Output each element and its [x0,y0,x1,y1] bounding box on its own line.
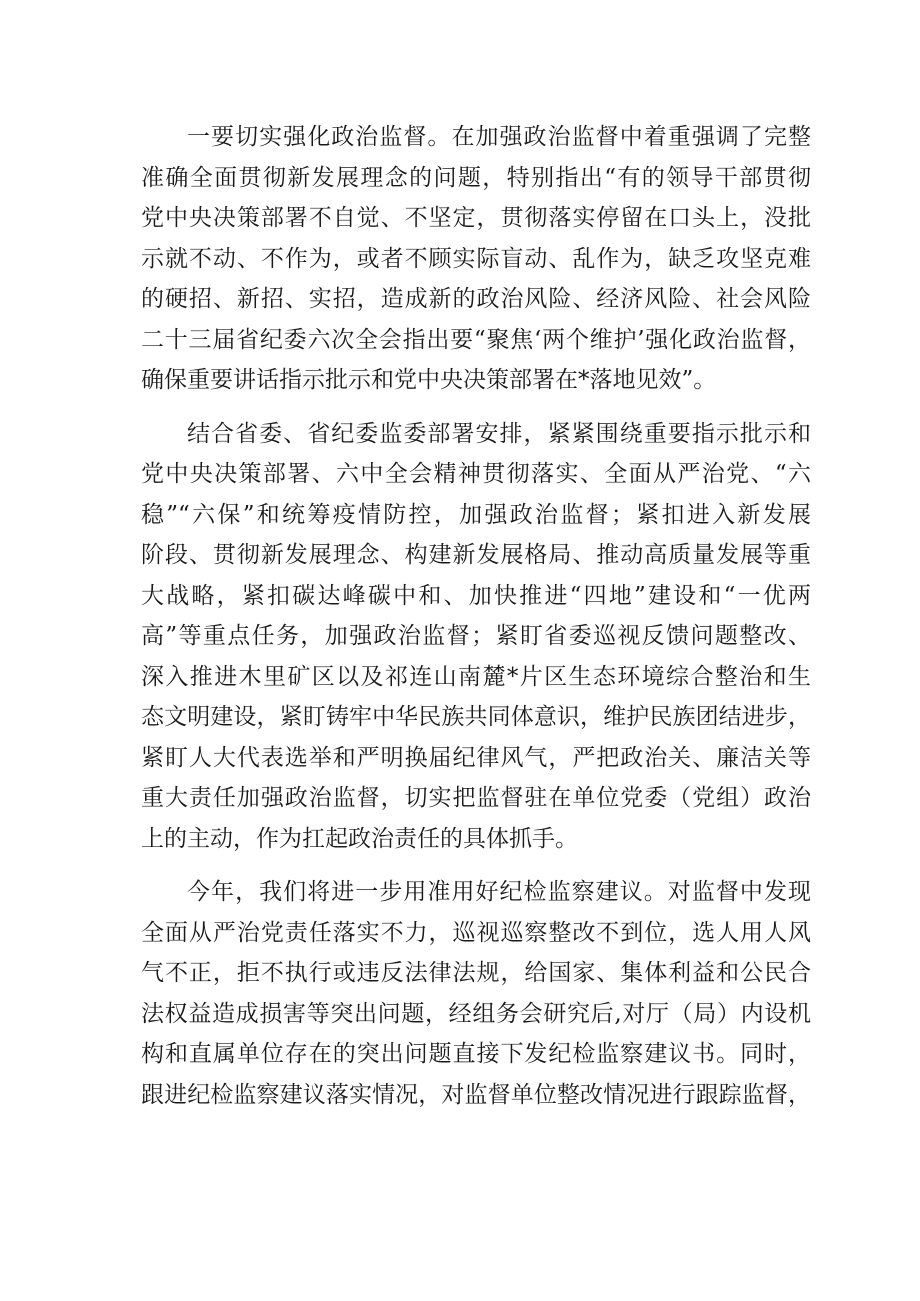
paragraph-line: 党中央决策部署、六中全会精神贯彻落实、全面从严治党、“六 [141,461,811,487]
document-body [141,117,811,1115]
paragraph-line: 法权益造成损害等突出问题，经组务会研究后,对厅（局）内设机 [141,1000,811,1027]
paragraph-line: 气不正，拒不执行或违反法律法规，给国家、集体利益和公民合 [141,960,811,986]
paragraph-line: 高”等重点任务，加强政治监督；紧盯省委巡视反馈问题整改、 [141,623,811,649]
paragraph-spacer [141,401,811,414]
paragraph-line: 稳”“六保”和统筹疫情防控，加强政治监督；紧扣进入新发展 [141,501,811,528]
paragraph-line: 跟进纪检监察建议落实情况，对监督单位整改情况进行跟踪监督， [141,1081,811,1108]
paragraph-line: 重大责任加强政治监督，切实把监督驻在单位党委（党组）政治 [141,785,811,811]
paragraph-line: 示就不动、不作为，或者不顾实际盲动、乱作为，缺乏攻坚克难 [141,245,811,272]
paragraph-line: 全面从严治党责任落实不力，巡视巡察整改不到位，选人用人风 [141,919,811,946]
paragraph-line: 结合省委、省纪委监委部署安排，紧紧围绕重要指示批示和 [187,420,811,447]
paragraph-line: 上的主动，作为扛起政治责任的具体抓手。 [141,825,578,852]
paragraph-line: 紧盯人大代表选举和严明换届纪律风气，严把政治关、廉洁关等 [141,744,811,771]
paragraph-line: 一要切实强化政治监督。在加强政治监督中着重强调了完整 [187,124,811,150]
paragraph-line: 态文明建设，紧盯铸牢中华民族共同体意识，维护民族团结进步， [141,704,811,730]
paragraph-line: 今年，我们将进一步用准用好纪检监察建议。对监督中发现 [187,879,811,905]
paragraph-political-supervision [141,117,811,401]
paragraph-line: 二十三届省纪委六次全会指出要“聚焦‘两个维护’强化政治监督， [141,326,811,353]
paragraph-line: 构和直属单位存在的突出问题直接下发纪检监察建议书。同时， [141,1041,811,1067]
paragraph-inspection-suggestions [141,872,811,1115]
paragraph-spacer [141,859,811,872]
paragraph-line: 的硬招、新招、实招，造成新的政治风险、经济风险、社会风险 [141,286,811,312]
paragraph-line: 阶段、贯彻新发展理念、构建新发展格局、推动高质量发展等重 [141,542,811,568]
paragraph-line: 准确全面贯彻新发展理念的问题，特别指出“有的领导干部贯彻 [141,164,811,191]
paragraph-line: 大战略，紧扣碳达峰碳中和、加快推进“四地”建设和“一优两 [141,582,811,609]
paragraph-line: 确保重要讲话指示批示和党中央决策部署在*落地见效”。 [141,367,717,393]
paragraph-line: 深入推进木里矿区以及祁连山南麓*片区生态环境综合整治和生 [141,663,811,690]
paragraph-deployment [141,414,811,860]
paragraph-line: 党中央决策部署不自觉、不坚定，贯彻落实停留在口头上，没批 [141,205,811,231]
